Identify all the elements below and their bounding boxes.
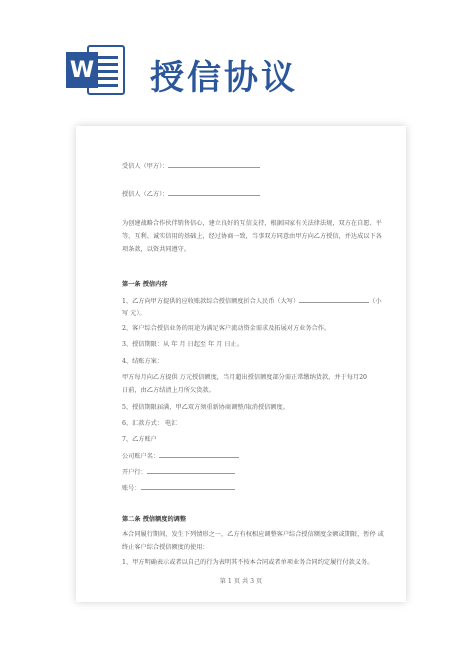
section-heading: 第二条 授信额度的调整 [122,516,187,523]
bank-label: 开户行： [122,469,147,476]
clause-line: 3、授信期限：从 年 月 日起至 年 月 日止。 [122,341,243,348]
paragraph-line: 项条款，以资共同遵守。 [122,246,191,253]
header [0,0,474,118]
blank-field [168,162,260,168]
paragraph-line: 等、互利、诚实信用的基础上，经过协商一致，当事双方同意由甲方向乙方授信，并达成以下各 [122,233,382,240]
blank-field [299,297,369,303]
clause-line: 本合同履行期间，发生下列情形之一，乙方有权相应调整客户综合授信额度金额或期限，暂停 或 [122,531,384,538]
page-footer: 第 1 页 共 3 页 [219,578,263,585]
party-b-label: 授信人（乙方）： [122,191,169,198]
bank-line [122,468,235,477]
account-name-label: 公司账户名： [122,453,160,460]
blank-field [159,452,239,458]
party-a-line [122,162,260,171]
clause-line: 7、乙方账户 [122,436,157,443]
clause-line: 写 元）。 [122,310,146,317]
account-number-label: 账号： [122,485,141,492]
party-b-line [122,190,260,199]
document-page [76,126,406,602]
blank-field [147,468,235,474]
bottom-background [0,612,474,669]
clause-line: 5、授信期限届满，甲乙双方须重新协商调整/取消授信额度。 [122,404,289,411]
clause-line: 日前，由乙方结清上月所欠货款。 [122,387,215,394]
clause-line: 6、汇款方式： 电汇 [122,420,178,427]
clause-line [122,297,382,306]
clause-text: 1、乙方向甲方提供的应收账款综合授信额度折合人民币（大写） [122,298,300,305]
paragraph-line: 为创建战略合作伙伴销售信心，建立良好的互信支持，根据国家有关法律法规，双方在自愿、平 [122,220,382,227]
clause-line: 2、客户综合授信业务的用途为满足客户流动资金需求及拓展对方业务合作。 [122,325,331,332]
account-name-line [122,452,239,461]
clause-line: 甲方每月向乙方提供 万元授信额度，当月超出授信额度部分需正常缴纳货款，并于每月20 [122,374,367,381]
clause-text: （小 [369,298,382,305]
clause-line: 1、甲方明确表示或者以自己的行为表明其不按本合同或者单项业务合同约定履行付款义务。 [122,559,374,566]
clause-line: 终止客户综合授信额度的使用： [122,544,209,551]
blank-field [141,484,235,490]
party-a-label: 受信人（甲方）： [122,163,169,170]
word-document-icon [64,44,126,96]
account-number-line [122,484,235,493]
svg-text:W: W [69,58,95,83]
clause-line: 4、结账方案： [122,358,164,365]
page-title: 授信协议 [150,58,298,98]
section-heading: 第一条 授信内容 [122,281,168,288]
blank-field [168,190,260,196]
